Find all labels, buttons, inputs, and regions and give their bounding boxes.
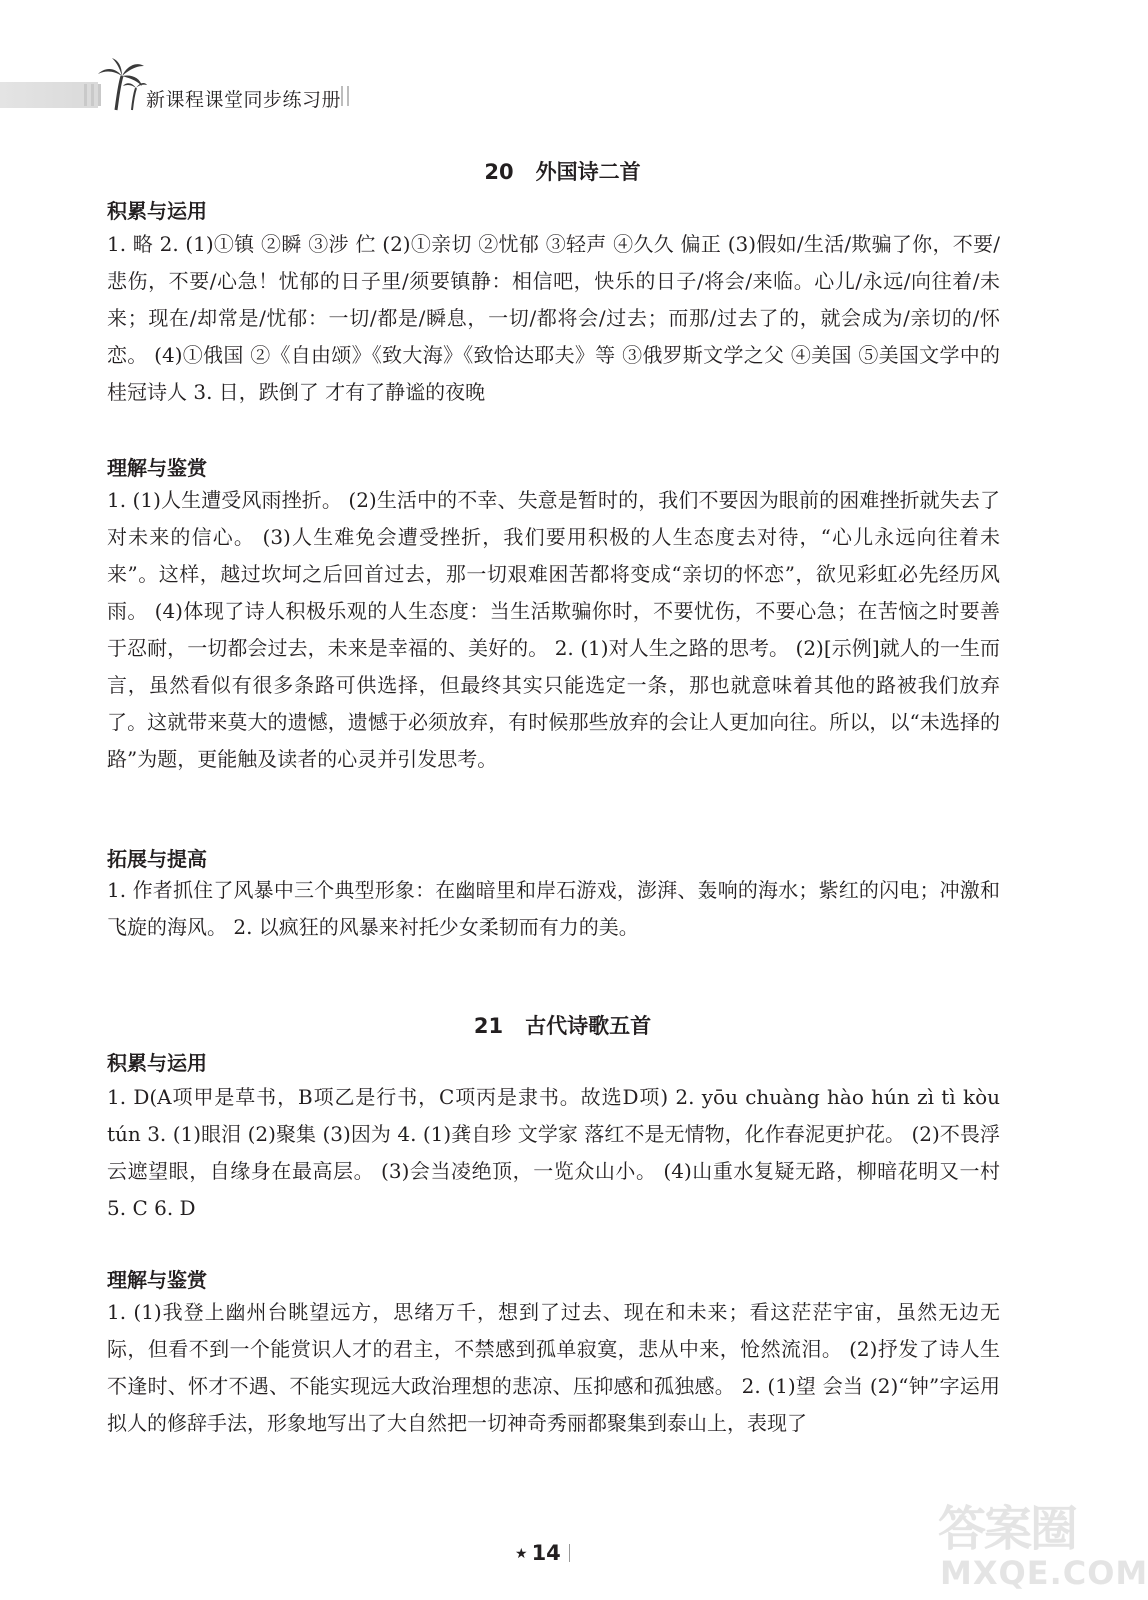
answer-paragraph: 1. (1)人生遭受风雨挫折。 (2)生活中的不幸、失意是暂时的，我们不要因为眼前的困难挫折就失去了对未来的信心。 (3)人生难免会遭受挫折，我们要用积极的人生态度去对待，“心儿永远向往着未来”。这样，越过坎坷之后回首过去，那一切艰难困苦都将变成“亲切的怀恋”，欲见彩虹必先经历风雨。 (4)体现了诗人积极乐观的人生态度：当生活欺骗你时，不要忧伤，不要心急；在苦恼之时要善于忍耐，一切都会过去，未来是幸福的、美好的。 2. (1)对人生之路的思考。 (2)[示例]就人的一生而言，虽然看似有很多条路可供选择，但最终其实只能选定一条，那也就意味着其他的路被我们放弃了。这就带来莫大的遗憾，遗憾于必须放弃，有时候那些放弃的会让人更加向往。所以，以“未选择的路”为题，更能触及读者的心灵并引发思考。	[107, 488, 1000, 771]
page-number	[515, 1541, 570, 1565]
lesson-20-title	[0, 156, 1125, 186]
section-heading: 理解与鉴赏	[107, 456, 207, 480]
section-heading: 积累与运用	[107, 199, 207, 223]
palm-tree-icon	[92, 56, 148, 112]
star-icon: ★	[515, 1546, 528, 1562]
section-heading: 积累与运用	[107, 1051, 207, 1075]
answer-paragraph: 1. 略 2. (1)①镇 ②瞬 ③涉 伫 (2)①亲切 ②忧郁 ③轻声 ④久久 偏正 (3)假如/生活/欺骗了你，不要/悲伤，不要/心急！忧郁的日子里/须要镇静：相信吧，快乐的日子/将会/来临。心儿/永远/向往着/未来；现在/却常是/忧郁：一切/都是/瞬息，一切/都将会/过去；而那/过去了的，就会成为/亲切的/怀恋。 (4)①俄国 ②《自由颂》《致大海》《致恰达耶夫》等 ③俄罗斯文学之父 ④美国 ⑤美国文学中的桂冠诗人 3. 日，跌倒了 才有了静谧的夜晚	[107, 232, 1000, 404]
lesson-21-title	[0, 1010, 1125, 1040]
answer-paragraph: 1. (1)我登上幽州台眺望远方，思绪万千，想到了过去、现在和未来；看这茫茫宇宙，虽然无边无际，但看不到一个能赏识人才的君主，不禁感到孤单寂寞，悲从中来，怆然流泪。 (2)抒发了诗人生不逢时、怀才不遇、不能实现远大政治理想的悲凉、压抑感和孤独感。 2. (1)望 会当 (2)“钟”字运用拟人的修辞手法，形象地写出了大自然把一切神奇秀丽都聚集到泰山上，表现了	[107, 1300, 1000, 1435]
page-number-value: 14	[531, 1541, 561, 1565]
lesson-name: 古代诗歌五首	[525, 1014, 652, 1038]
section-heading: 理解与鉴赏	[107, 1268, 207, 1292]
watermark-logo-text: 答案圈	[938, 1501, 1077, 1557]
page-number-divider	[569, 1544, 570, 1562]
answer-paragraph: 1. 作者抓住了风暴中三个典型形象：在幽暗里和岸石游戏，澎湃、轰响的海水；紫红的闪电；冲激和飞旋的海风。 2. 以疯狂的风暴来衬托少女柔韧而有力的美。	[107, 878, 1000, 939]
lesson-name: 外国诗二首	[535, 160, 641, 184]
watermark-url: MXQE.COM	[940, 1554, 1148, 1592]
lesson-number: 20	[484, 160, 514, 184]
watermark	[930, 1490, 1148, 1595]
section-heading: 拓展与提高	[107, 847, 207, 871]
header-title-tail	[341, 86, 349, 106]
answer-paragraph: 1. D(A项甲是草书，B项乙是行书，C项丙是隶书。故选D项) 2. yōu chuàng hào hún zì tì kòu tún 3. (1)眼泪 (2)聚集 (3)因为 4. (1)龚自珍 文学家 落红不是无情物，化作春泥更护花。 (2)不畏浮云遮望眼，自缘身在最高层。 (3)会当凌绝顶，一览众山小。 (4)山重水复疑无路，柳暗花明又一村 5. C 6. D	[107, 1085, 1000, 1220]
book-title: 新课程课堂同步练习册	[146, 89, 342, 111]
lesson-number: 21	[473, 1014, 504, 1038]
